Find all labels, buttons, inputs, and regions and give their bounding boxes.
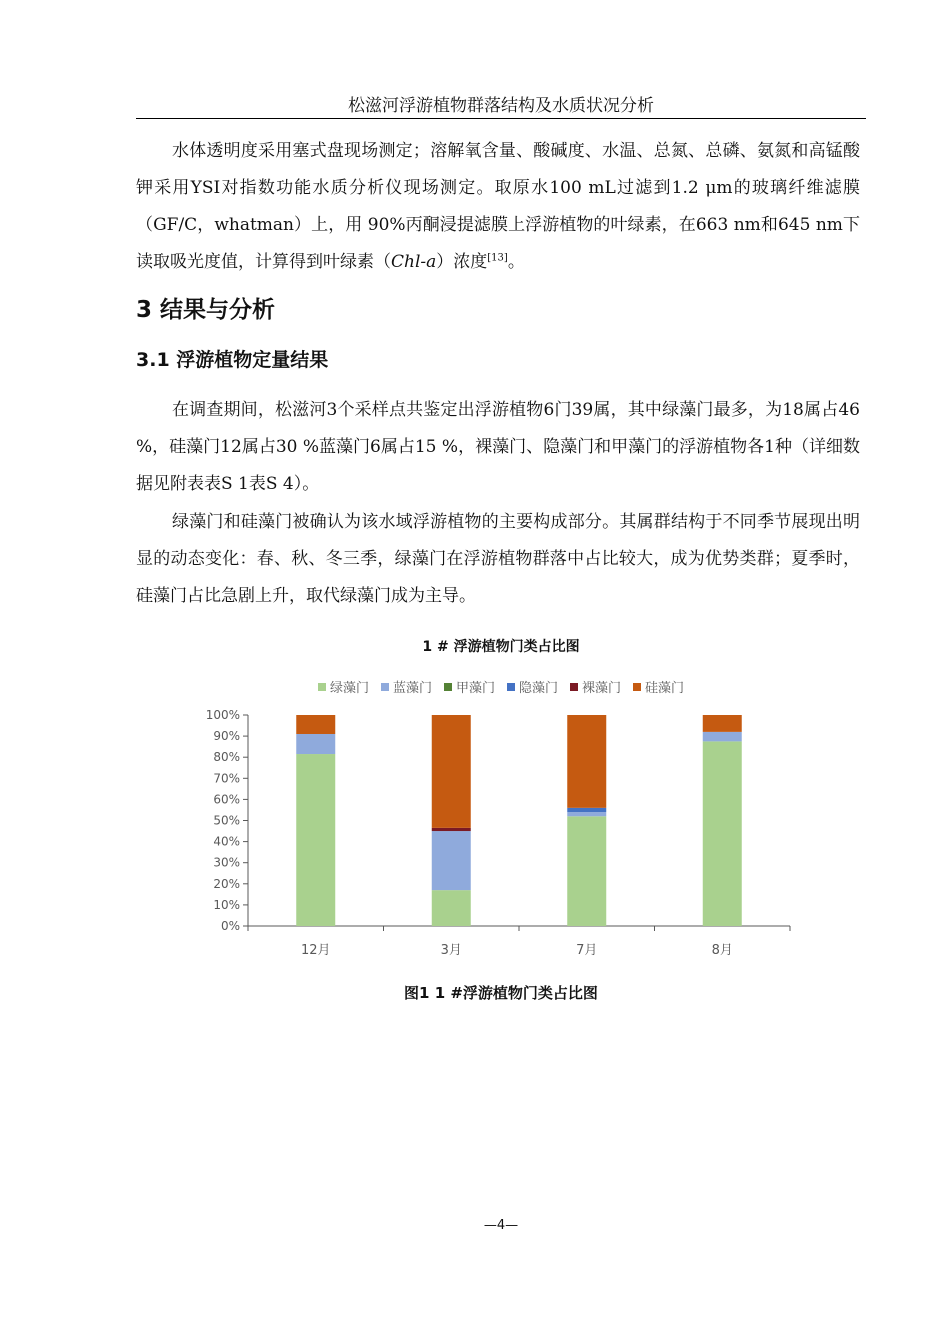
bar-segment xyxy=(703,732,742,741)
y-tick-label: 10% xyxy=(213,897,240,912)
stacked-bar-chart xyxy=(190,700,800,970)
y-tick-label: 0% xyxy=(220,919,240,933)
legend-swatch xyxy=(444,683,452,691)
y-tick-label: 20% xyxy=(213,876,240,891)
bar-segment xyxy=(296,734,335,754)
legend-item xyxy=(444,677,495,696)
bar-segment xyxy=(567,808,606,812)
chl-a-italic: Chl-a xyxy=(391,252,437,272)
legend-swatch xyxy=(381,683,389,691)
legend-swatch xyxy=(318,683,326,691)
legend-label: 甲藻门 xyxy=(455,681,495,696)
legend-item xyxy=(381,677,432,696)
running-header: 松滋河浮游植物群落结构及水质状况分析 xyxy=(348,96,654,116)
legend-item xyxy=(570,677,621,696)
bar-segment xyxy=(567,816,606,926)
header-divider xyxy=(136,118,866,119)
bar-segment xyxy=(432,715,471,828)
legend-label: 绿藻门 xyxy=(329,681,369,696)
method-end: 。 xyxy=(507,252,525,272)
y-tick-label: 90% xyxy=(213,729,240,744)
legend-label: 蓝藻门 xyxy=(392,681,432,696)
method-paragraph xyxy=(136,133,860,281)
bar-segment xyxy=(296,754,335,926)
result-paragraph-1: 在调查期间，松滋河3个采样点共鉴定出浮游植物6门39属，其中绿藻门最多，为18属占46 %，硅藻门12属占30 %蓝藻门6属占15 %，裸藻门、隐藻门和甲藻门的浮游植物各1种（详细数据见附表表S 1表S 4）。 xyxy=(136,400,860,494)
legend-label: 硅藻门 xyxy=(645,681,685,696)
bar-segment xyxy=(567,715,606,808)
x-category-label: 3月 xyxy=(440,943,462,958)
legend-swatch xyxy=(507,683,515,691)
bar-segment xyxy=(432,890,471,926)
y-tick-label: 60% xyxy=(213,792,240,807)
x-category-label: 7月 xyxy=(576,943,598,958)
bar-segment xyxy=(432,831,471,890)
legend-swatch xyxy=(633,683,641,691)
y-tick-label: 40% xyxy=(213,834,240,849)
chart-legend xyxy=(136,677,866,696)
bar-segment xyxy=(567,812,606,816)
bar-segment xyxy=(432,828,471,831)
figure-caption: 图1 1 #浮游植物门类占比图 xyxy=(404,984,598,1002)
bar-segment xyxy=(703,741,742,926)
y-tick-label: 30% xyxy=(213,855,240,870)
x-category-label: 8月 xyxy=(711,943,733,958)
y-tick-label: 80% xyxy=(213,750,240,765)
legend-label: 裸藻门 xyxy=(582,681,622,696)
legend-item xyxy=(507,677,558,696)
legend-swatch xyxy=(570,683,578,691)
x-category-label: 12月 xyxy=(300,943,331,958)
method-text: 水体透明度采用塞式盘现场测定；溶解氧含量、酸碱度、水温、总氮、总磷、氨氮和高锰酸钾采用YSI对指数功能水质分析仪现场测定。取原水100 mL过滤到1.2 μm的玻璃纤维滤膜（GF/C，whatman）上，用 90%丙酮浸提滤膜上浮游植物的叶绿素，在663 nm和645 nm下读取吸光度值，计算得到叶绿素（ xyxy=(136,141,860,272)
y-tick-label: 50% xyxy=(213,813,240,828)
page-number: —4— xyxy=(483,1218,519,1233)
y-tick-label: 70% xyxy=(213,771,240,786)
bar-segment xyxy=(296,715,335,734)
chart-title: 1 # 浮游植物门类占比图 xyxy=(422,639,580,655)
section-heading-3: 3 结果与分析 xyxy=(136,297,276,323)
y-tick-label: 100% xyxy=(205,708,240,722)
legend-label: 隐藻门 xyxy=(519,681,559,696)
method-tail: ）浓度 xyxy=(436,252,488,272)
bar-segment xyxy=(703,715,742,732)
legend-item xyxy=(318,677,369,696)
legend-item xyxy=(633,677,684,696)
result-paragraph-2: 绿藻门和硅藻门被确认为该水域浮游植物的主要构成部分。其属群结构于不同季节展现出明显的动态变化：春、秋、冬三季，绿藻门在浮游植物群落中占比较大，成为优势类群；夏季时，硅藻门占比急剧上升，取代绿藻门成为主导。 xyxy=(136,512,860,606)
citation-ref: [13] xyxy=(487,252,508,264)
section-heading-3-1: 3.1 浮游植物定量结果 xyxy=(136,349,329,371)
